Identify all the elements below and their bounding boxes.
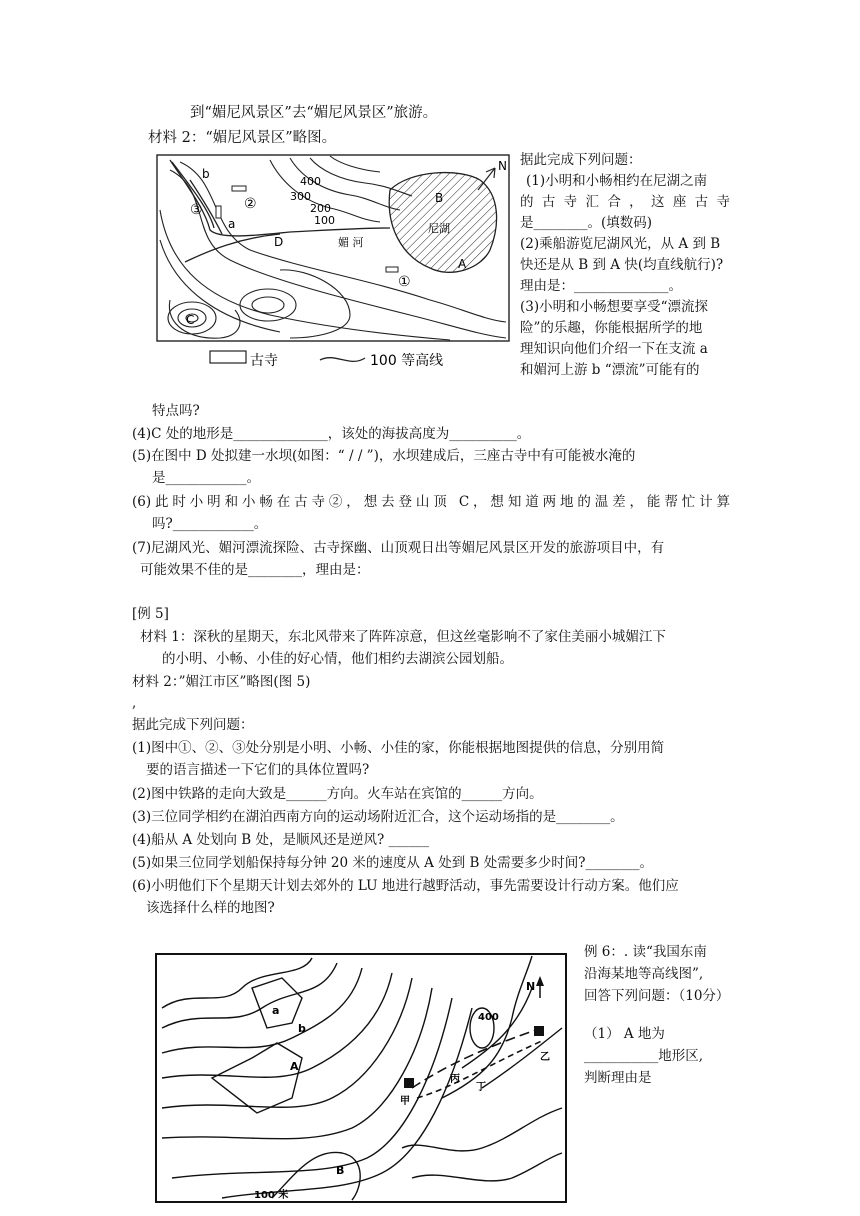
map2-label-ding: 丁 bbox=[476, 1082, 486, 1093]
map1-elev-400: 400 bbox=[300, 175, 321, 188]
map1-elev-200: 200 bbox=[310, 202, 331, 215]
map1-label-temple-1: ① bbox=[398, 274, 411, 290]
map2-elev-100: 100 米 bbox=[254, 1190, 289, 1201]
question-5-line-1: (5)在图中 D 处拟建一水坝(如图：“ / / ”)，水坝建成后，三座古寺中有可能被水淹的 bbox=[132, 448, 636, 464]
intro-line: 到“媚尼风景区”去“媚尼风景区”旅游。 bbox=[190, 105, 438, 121]
map2-elev-400: 400 bbox=[478, 1012, 499, 1023]
map2-label-a: a bbox=[272, 1004, 280, 1017]
example-6-line: （1） A 地为 bbox=[584, 1026, 665, 1042]
side-line: 险”的乐趣，你能根据所学的地 bbox=[520, 320, 703, 336]
side-line: 和媚河上游 b “漂流”可能有的 bbox=[520, 362, 700, 378]
map2-label-bing: 丙 bbox=[450, 1074, 460, 1085]
map1-label-b-upper: B bbox=[435, 191, 444, 205]
side-question-block bbox=[520, 150, 730, 381]
material2-title: 材料 2：“媚尼风景区”略图。 bbox=[148, 130, 337, 146]
example-5-question-5: (5)如果三位同学划船保持每分钟 20 米的速度从 A 处到 B 处需要多少时间?________。 bbox=[132, 855, 653, 871]
example-6-line: 判断理由是 bbox=[584, 1070, 652, 1086]
map2-north-label: N bbox=[526, 980, 536, 993]
map1-river-label: 媚 河 bbox=[338, 236, 364, 249]
map1-label-c: C bbox=[186, 313, 195, 327]
question-7-line-1: (7)尼湖风光、媚河漂流探险、古寺探幽、山顶观日出等媚尼风景区开发的旅游项目中，有 bbox=[132, 540, 665, 556]
example-5-question-6-line-2: 该选择什么样的地图? bbox=[146, 900, 275, 916]
side-line: 理知识向他们介绍一下在支流 a bbox=[520, 341, 708, 357]
example-6-line: 例 6：. 读“我国东南 bbox=[584, 944, 707, 960]
question-4: (4)C 处的地形是______________，该处的海拔高度为__________。 bbox=[132, 426, 531, 442]
map1-elev-100: 100 bbox=[314, 214, 335, 227]
contour-map-example-6 bbox=[152, 948, 572, 1210]
example-5-question-2: (2)图中铁路的走向大致是______方向。火车站在宾馆的______方向。 bbox=[132, 786, 543, 802]
example-5-intro: 据此完成下列问题： bbox=[132, 717, 254, 733]
example-5-question-1-line-1: (1)图中①、②、③处分别是小明、小畅、小佳的家，你能根据地图提供的信息，分别用简 bbox=[132, 740, 665, 756]
example-5-material-1-line-2: 的小明、小畅、小佳的好心情，他们相约去湖滨公园划船。 bbox=[162, 651, 513, 667]
map1-label-temple-3: ③ bbox=[190, 202, 203, 218]
map1-label-d: D bbox=[274, 235, 284, 249]
map1-label-temple-2: ② bbox=[244, 196, 257, 212]
map1-north-label: N bbox=[498, 159, 507, 173]
side-line: 理由是：______________。 bbox=[520, 278, 682, 294]
question-6-line-2: 吗?____________。 bbox=[152, 516, 268, 532]
map1-legend-contour: 100 等高线 bbox=[370, 353, 444, 369]
example-5-material-1-line-1: 材料 1：深秋的星期天，东北风带来了阵阵凉意，但这丝毫影响不了家住美丽小城媚江下 bbox=[140, 629, 666, 645]
map1-label-a-upper: A bbox=[458, 257, 467, 271]
side-line: (2)乘船游览尼湖风光，从 A 到 B bbox=[520, 236, 721, 252]
example-6-block bbox=[584, 942, 734, 1090]
question-7-line-2: 可能效果不佳的是________，理由是： bbox=[140, 562, 370, 578]
example-5-question-1-line-2: 要的语言描述一下它们的具体位置吗? bbox=[146, 762, 370, 778]
question-6-line-1: (6)此时小明和小畅在古寺②，想去登山顶 C，想知道两地的温差，能帮忙计算 bbox=[132, 494, 730, 510]
scenic-area-map bbox=[150, 150, 512, 376]
question-5-line-2: 是____________。 bbox=[152, 470, 260, 486]
example-6-line: ___________地形区, bbox=[584, 1048, 704, 1064]
side-line: 快还是从 B 到 A 快(均直线航行)? bbox=[520, 257, 724, 273]
example-6-line: 沿海某地等高线图”, bbox=[584, 966, 704, 982]
side-line: (3)小明和小畅想要享受“漂流探 bbox=[520, 299, 709, 315]
map1-elev-300: 300 bbox=[290, 190, 311, 203]
map2-label-jia: 甲 bbox=[400, 1096, 410, 1107]
example-5-material-2: 材料 2：”媚江市区”略图(图 5) bbox=[132, 674, 311, 690]
example-5-title: [例 5] bbox=[132, 606, 169, 622]
side-line: (1)小明和小畅相约在尼湖之南 bbox=[526, 173, 708, 189]
example-6-line bbox=[584, 1008, 734, 1024]
map1-label-a: a bbox=[228, 217, 236, 231]
example-6-line: 回答下列问题：（10分） bbox=[584, 988, 730, 1004]
side-line: 据此完成下列问题： bbox=[520, 152, 642, 168]
example-5-question-3: (3)三位同学相约在湖泊西南方向的运动场附近汇合，这个运动场指的是________。 bbox=[132, 809, 624, 825]
map2-label-yi: 乙 bbox=[540, 1052, 550, 1063]
map2-label-b-upper: B bbox=[336, 1164, 345, 1177]
q3-tail: 特点吗? bbox=[152, 403, 200, 419]
map2-label-a-upper: A bbox=[290, 1060, 299, 1073]
side-line: 是________。(填数码) bbox=[520, 215, 653, 231]
example-5-question-6-line-1: (6)小明他们下个星期天计划去郊外的 LU 地进行越野活动，事先需要设计行动方案。他们应 bbox=[132, 878, 679, 894]
map1-legend-temple: 古寺 bbox=[250, 353, 278, 369]
side-line: 的 古 寺 汇 合 ， 这 座 古 寺 bbox=[520, 194, 730, 210]
example-5-question-4: (4)船从 A 处划向 B 处，是顺风还是逆风? ______ bbox=[132, 832, 429, 848]
example-5-comma: , bbox=[132, 695, 137, 711]
map1-lake-label: 尼湖 bbox=[428, 222, 450, 235]
map2-label-b: b bbox=[298, 1022, 306, 1035]
map1-label-b: b bbox=[202, 167, 210, 181]
